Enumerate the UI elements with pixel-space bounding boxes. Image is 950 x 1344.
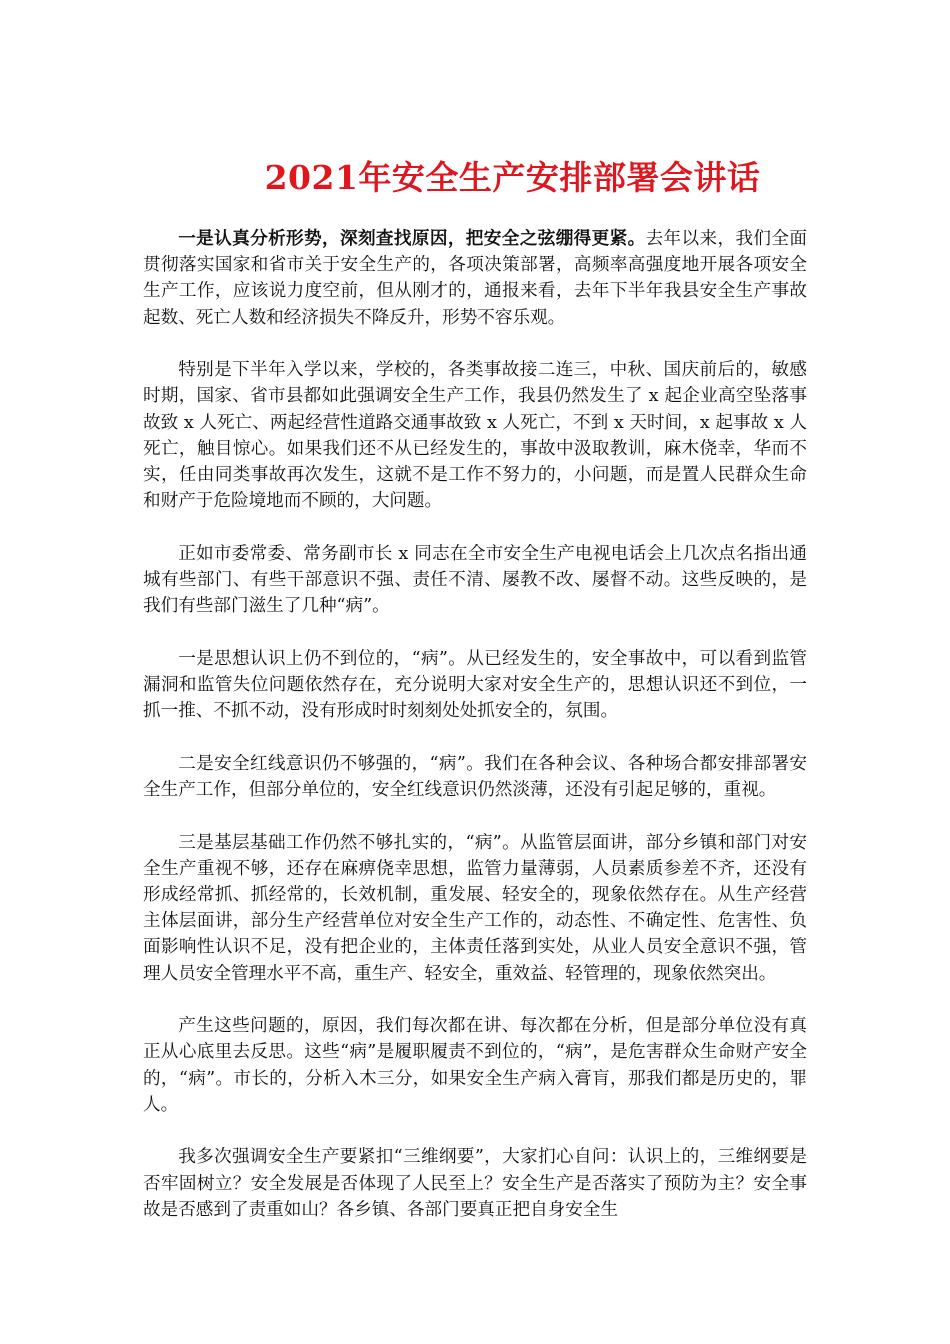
paragraph-lead: 一是认真分析形势，深刻查找原因，把安全之弦绷得更紧。 xyxy=(178,228,646,249)
paragraph-6 xyxy=(143,830,807,987)
paragraph-1 xyxy=(143,226,807,331)
paragraph-5 xyxy=(143,751,807,803)
document-title: 2021年安全生产安排部署会讲话 xyxy=(264,158,761,197)
paragraph-8 xyxy=(143,1144,807,1223)
paragraph-text: 三是基层基础工作仍然不够扎实的，“病”。从监管层面讲，部分乡镇和部门对安全生产重视不够，还存在麻痹侥幸思想，监管力量薄弱，人员素质参差不齐，还没有形成经常抓、抓经常的，长效机制，重发展、轻安全的，现象依然存在。从生产经营主体层面讲，部分生产经营单位对安全生产工作的，动态性、不确定性、危害性、负面影响性认识不足，没有把企业的，主体责任落到实处，从业人员安全意识不强，管理人员安全管理水平不高，重生产、轻安全，重效益、轻管理的，现象依然突出。 xyxy=(143,832,807,984)
paragraph-7 xyxy=(143,1013,807,1118)
paragraph-3 xyxy=(143,541,807,620)
paragraph-2 xyxy=(143,357,807,514)
paragraph-text: 产生这些问题的，原因，我们每次都在讲、每次都在分析，但是部分单位没有真正从心底里去反思。这些“病”是履职履责不到位的，“病”，是危害群众生命财产安全的，“病”。市长的，分析入木三分，如果安全生产病入膏肓，那我们都是历史的，罪人。 xyxy=(143,1016,807,1115)
paragraph-text: 特别是下半年入学以来，学校的，各类事故接二连三，中秋、国庆前后的，敏感时期，国家、省市县都如此强调安全生产工作，我县仍然发生了 x 起企业高空坠落事故致 x 人死亡、两起经营性道路交通事故致 x 人死亡，不到 x 天时间，x 起事故 x 人死亡，触目惊心。如果我们还不从已经发生的，事故中汲取教训，麻木侥幸，华而不实，任由同类事故再次发生，这就不是工作不努力的，小问题，而是置人民群众生命和财产于危险境地而不顾的，大问题。 xyxy=(143,360,807,512)
paragraph-text: 去年以来，我们全面贯彻落实国家和省市关于安全生产的，各项决策部署，高频率高强度地开展各项安全生产工作，应该说力度空前，但从刚才的，通报来看，去年下半年我县安全生产事故起数、死亡人数和经济损失不降反升，形势不容乐观。 xyxy=(143,229,807,328)
paragraph-text: 一是思想认识上仍不到位的，“病”。从已经发生的，安全事故中，可以看到监管漏洞和监管失位问题依然存在，充分说明大家对安全生产的，思想认识还不到位，一抓一推、不抓不动，没有形成时时刻刻处处抓安全的，氛围。 xyxy=(143,648,807,722)
paragraph-text: 二是安全红线意识仍不够强的，“病”。我们在各种会议、各种场合都安排部署安全生产工作，但部分单位的，安全红线意识仍然淡薄，还没有引起足够的，重视。 xyxy=(143,753,807,801)
document-body xyxy=(143,226,807,1249)
paragraph-4 xyxy=(143,646,807,725)
paragraph-text: 正如市委常委、常务副市长 x 同志在全市安全生产电视电话会上几次点名指出通城有些部门、有些干部意识不强、责任不清、屡教不改、屡督不动。这些反映的，是我们有些部门滋生了几种“病”。 xyxy=(143,543,807,617)
paragraph-text: 我多次强调安全生产要紧扣“三维纲要”，大家扪心自问：认识上的，三维纲要是否牢固树立？安全发展是否体现了人民至上？安全生产是否落实了预防为主？安全事故是否感到了责重如山？各乡镇、各部门要真正把自身安全生 xyxy=(143,1147,807,1220)
